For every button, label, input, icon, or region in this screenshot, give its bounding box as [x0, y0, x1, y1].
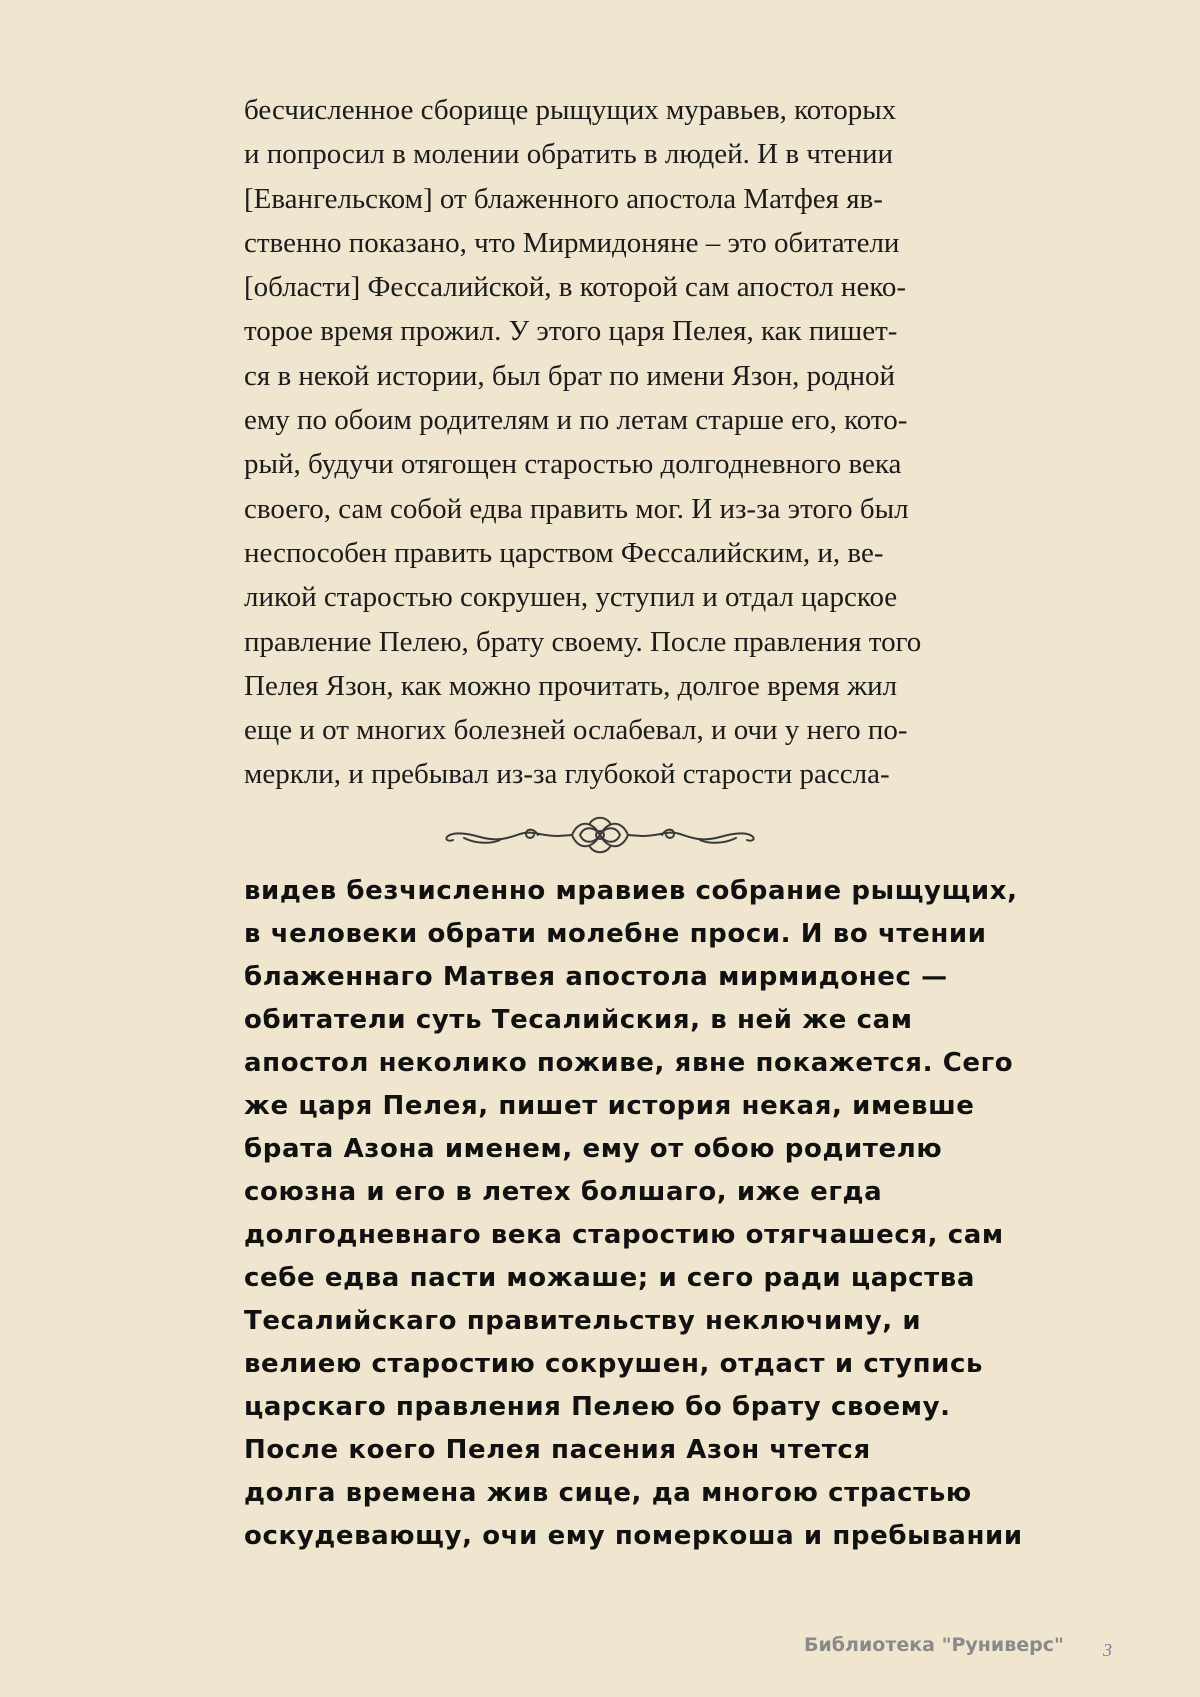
text-line: Тесалийскаго правительству неключиму, и — [244, 1306, 922, 1336]
old-slavonic-text — [244, 870, 1023, 1558]
text-line: неспособен править царством Фессалийским, и, ве- — [244, 536, 884, 569]
text-line: бесчисленное сборище рыщущих муравьев, которых — [244, 94, 897, 126]
text-line: союзна и его в летех болшаго, иже егда — [244, 1177, 883, 1207]
page-number: 3 — [1103, 1640, 1112, 1660]
text-line: царскаго правления Пелею бо брату своему. — [244, 1392, 951, 1422]
text-line: [Евангельском] от блаженного апостола Матфея яв- — [244, 182, 883, 215]
text-line: ственно показано, что Мирмидоняне – это обитатели — [244, 226, 900, 259]
text-line: долга времена жив сице, да многою страстью — [244, 1478, 972, 1508]
text-line: правление Пелею, брату своему. После правления того — [244, 625, 922, 658]
text-line: себе едва пасти можаше; и сего ради царства — [244, 1263, 975, 1293]
text-line: Пелея Язон, как можно прочитать, долгое время жил — [244, 669, 898, 702]
text-line: брата Азона именем, ему от обою родителю — [244, 1134, 943, 1164]
text-line: оскудевающу, очи ему померкоша и пребывании — [244, 1521, 1023, 1551]
text-line: ся в некой истории, был брат по имени Язон, родной — [244, 359, 896, 392]
text-line: ликой старостью сокрушен, уступил и отдал царское — [244, 581, 898, 614]
flourish-divider-icon — [440, 810, 760, 860]
text-line: торое время прожил. У этого царя Пелея, как пишет- — [244, 315, 898, 348]
text-line: долгодневнаго века старостию отягчашеся, сам — [244, 1220, 1004, 1250]
text-line: меркли, и пребывал из-за глубокой старости рассла- — [244, 758, 890, 791]
text-line: После коего Пелея пасения Азон чтется — [244, 1435, 871, 1465]
text-line: обитатели суть Тесалийския, в ней же сам — [244, 1005, 913, 1035]
library-footer: Библиотека "Руниверс" — [804, 1634, 1064, 1656]
text-line: велиею старостию сокрушен, отдаст и ступись — [244, 1349, 983, 1379]
text-line: апостол неколико поживе, явне покажется. Сего — [244, 1048, 1014, 1078]
text-line: блаженнаго Матвея апостола мирмидонес — — [244, 962, 948, 992]
text-line: ему по обоим родителям и по летам старше его, кото- — [244, 404, 908, 437]
text-line: еще и от многих болезней ослабевал, и очи у него по- — [244, 714, 908, 747]
text-line: [области] Фессалийской, в которой сам апостол неко- — [244, 271, 907, 304]
text-line: и попросил в молении обратить в людей. И в чтении — [244, 138, 894, 171]
modern-translation-text — [244, 88, 964, 797]
text-line: видев безчисленно мравиев собрание рыщущих, — [244, 876, 1018, 906]
text-line: рый, будучи отягощен старостью долгодневного века — [244, 448, 902, 481]
text-line: своего, сам собой едва править мог. И из-за этого был — [244, 492, 909, 525]
text-line: в человеки обрати молебне проси. И во чтении — [244, 919, 987, 949]
text-line: же царя Пелея, пишет история некая, имевше — [244, 1091, 975, 1121]
